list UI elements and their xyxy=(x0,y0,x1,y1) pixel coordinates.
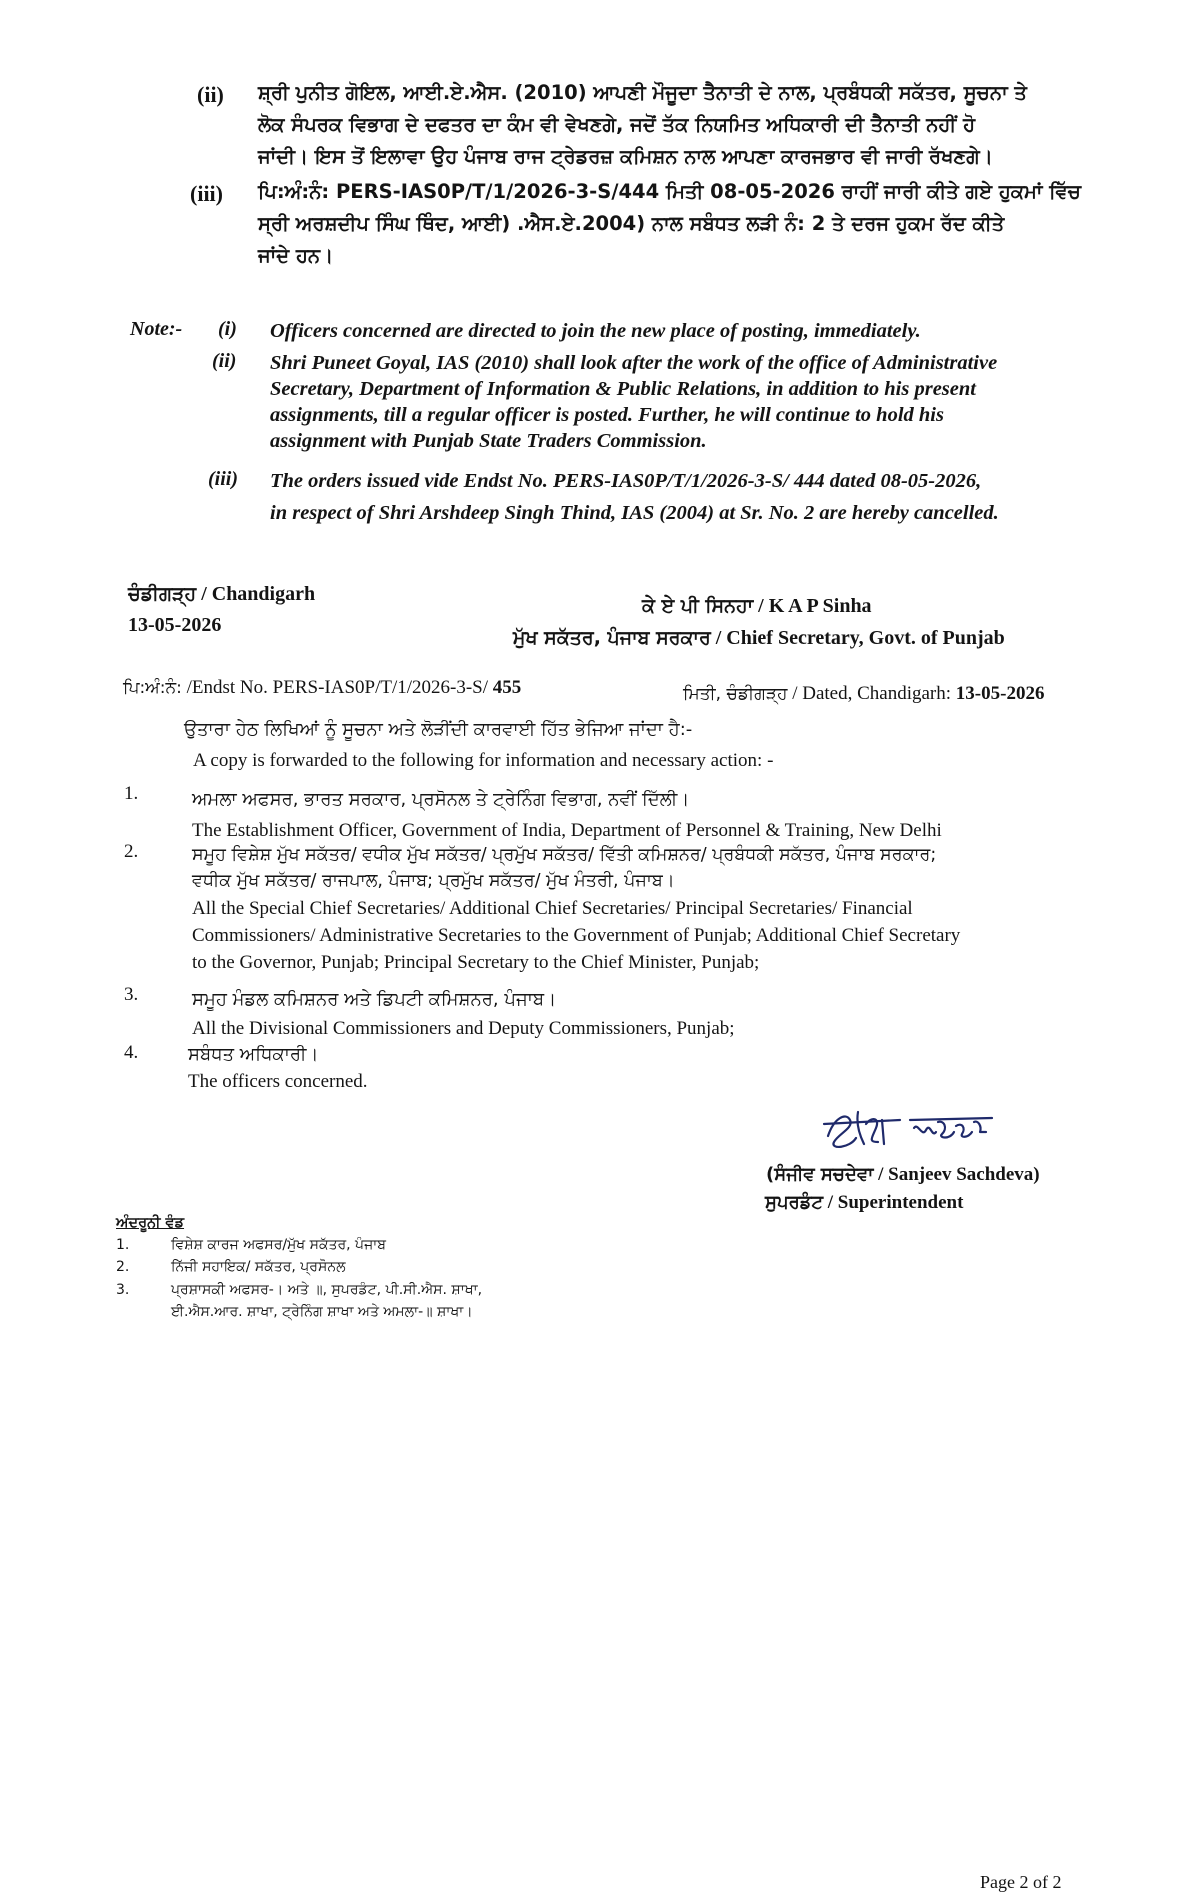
item-iii-number: (iii) xyxy=(190,181,223,206)
item-ii-line-2: ਲੋਕ ਸੰਪਰਕ ਵਿਭਾਗ ਦੇ ਦਫਤਰ ਦਾ ਕੰਮ ਵੀ ਵੇਖਣਗੇ, ਜਦੋਂ ਤੱਕ ਨਿਯਮਿਤ ਅਧਿਕਾਰੀ ਦੀ ਤੈਨਾਤੀ ਨਹੀਂ ਹੋ xyxy=(258,113,976,136)
item-ii-line-3: ਜਾਂਦੀ। ਇਸ ਤੋਂ ਇਲਾਵਾ ਉਹ ਪੰਜਾਬ ਰਾਜ ਟ੍ਰੇਡਰਜ਼ ਕਮਿਸ਼ਨ ਨਾਲ ਆਪਣਾ ਕਾਰਜਭਾਰ ਵੀ ਜਾਰੀ ਰੱਖਣਗੇ। xyxy=(258,145,993,168)
recipient-3-en: All the Divisional Commissioners and Deputy Commissioners, Punjab; xyxy=(192,1018,735,1039)
recipient-2-pa-line-2: ਵਧੀਕ ਮੁੱਖ ਸਕੱਤਰ/ ਰਾਜਪਾਲ, ਪੰਜਾਬ; ਪ੍ਰਮੁੱਖ ਸਕੱਤਰ/ ਮੁੱਖ ਮੰਤਰੀ, ਪੰਜਾਬ। xyxy=(192,871,675,891)
note-item-2-line-4: assignment with Punjab State Traders Commission. xyxy=(270,430,707,452)
recipient-1-number: 1. xyxy=(124,783,139,804)
item-ii-number: (ii) xyxy=(197,82,224,107)
endst-date-pa: ਮਿਤੀ, ਚੰਡੀਗੜ੍ਹ xyxy=(683,684,788,704)
signatory-name-pa: ਕੇ ਏ ਪੀ ਸਿਨਹਾ xyxy=(642,595,754,617)
internal-item-1-number: 1. xyxy=(116,1237,130,1253)
endst-date-value: 13-05-2026 xyxy=(951,683,1045,704)
page-number: Page 2 of 2 xyxy=(980,1872,1062,1892)
note-item-1-number: (i) xyxy=(218,318,237,340)
recipient-3-pa: ਸਮੂਹ ਮੰਡਲ ਕਮਿਸ਼ਨਰ ਅਤੇ ਡਿਪਟੀ ਕਮਿਸ਼ਨਰ, ਪੰਜਾਬ। xyxy=(192,989,557,1010)
recipient-1-pa: ਅਮਲਾ ਅਫਸਰ, ਭਾਰਤ ਸਰਕਾਰ, ਪ੍ਰਸੋਨਲ ਤੇ ਟ੍ਰੇਨਿੰਗ ਵਿਭਾਗ, ਨਵੀਂ ਦਿੱਲੀ। xyxy=(192,789,690,810)
recipient-4-pa: ਸਬੰਧਤ ਅਧਿਕਾਰੀ। xyxy=(188,1044,319,1065)
note-item-2-line-2: Secretary, Department of Information & Public Relations, in addition to his present xyxy=(270,378,976,400)
note-item-2-line-1: Shri Puneet Goyal, IAS (2010) shall look after the work of the office of Administrative xyxy=(270,352,998,374)
internal-item-1-text: ਵਿਸ਼ੇਸ਼ ਕਾਰਜ ਅਫਸਰ/ਮੁੱਖ ਸਕੱਤਰ, ਪੰਜਾਬ xyxy=(171,1237,386,1253)
recipient-2-pa-line-1: ਸਮੂਹ ਵਿਸ਼ੇਸ਼ ਮੁੱਖ ਸਕੱਤਰ/ ਵਧੀਕ ਮੁੱਖ ਸਕੱਤਰ/ ਪ੍ਰਮੁੱਖ ਸਕੱਤਰ/ ਵਿੱਤੀ ਕਮਿਸ਼ਨਰ/ ਪ੍ਰਬੰਧਕੀ ਸਕੱਤਰ, ਪੰਜਾਬ ਸਰਕਾਰ; xyxy=(192,845,937,865)
internal-item-2-number: 2. xyxy=(116,1259,130,1275)
internal-distribution-heading: ਅੰਦਰੂਨੀ ਵੰਡ xyxy=(116,1215,185,1231)
note-item-2-line-3: assignments, till a regular officer is posted. Further, he will continue to hold his xyxy=(270,404,944,426)
recipient-3-number: 3. xyxy=(124,984,139,1005)
recipient-4-en: The officers concerned. xyxy=(188,1071,368,1092)
handwritten-signature xyxy=(820,1098,1020,1158)
signatory-desig-pa: ਮੁੱਖ ਸਕੱਤਰ, ਪੰਜਾਬ ਸਰਕਾਰ xyxy=(513,627,711,649)
endst-no-value: 455 xyxy=(488,677,522,698)
copy-intro-pa: ਉਤਾਰਾ ਹੇਠ ਲਿਖਿਆਂ ਨੂੰ ਸੂਚਨਾ ਅਤੇ ਲੋੜੀਂਦੀ ਕਾਰਵਾਈ ਹਿੱਤ ਭੇਜਿਆ ਜਾਂਦਾ ਹੈ:- xyxy=(184,719,693,740)
item-ii-line-1: ਸ਼੍ਰੀ ਪੁਨੀਤ ਗੋਇਲ, ਆਈ.ਏ.ਐਸ. (2010) ਆਪਣੀ ਮੌਜੂਦਾ ਤੈਨਾਤੀ ਦੇ ਨਾਲ, ਪ੍ਰਬੰਧਕੀ ਸਕੱਤਰ, ਸੂਚਨਾ ਤੇ xyxy=(258,81,1027,104)
endst-pa-label: ਪਿ:ਅੰ:ਨੰ: xyxy=(123,678,182,698)
superintendent-desig-en: / Superintendent xyxy=(823,1192,964,1213)
internal-item-3-number: 3. xyxy=(116,1282,130,1298)
item-iii-line-2: ਸ੍ਰੀ ਅਰਸ਼ਦੀਪ ਸਿੰਘ ਥਿੰਦ, ਆਈ) .ਐਸ.ਏ.2004) ਨਾਲ ਸਬੰਧਤ ਲੜੀ ਨੰ: 2 ਤੇ ਦਰਜ ਹੁਕਮ ਰੱਦ ਕੀਤੇ xyxy=(258,212,1005,235)
signatory-name xyxy=(642,595,872,618)
endst-date xyxy=(683,683,1044,705)
endst-number xyxy=(123,677,521,699)
superintendent-name xyxy=(766,1164,1040,1186)
signatory-desig-en: / Chief Secretary, Govt. of Punjab xyxy=(710,627,1005,649)
recipient-2-en-line-1: All the Special Chief Secretaries/ Additional Chief Secretaries/ Principal Secretaries/ Financial xyxy=(192,898,913,919)
note-item-2-number: (ii) xyxy=(212,350,237,372)
recipient-4-number: 4. xyxy=(124,1042,139,1063)
place-en: / Chandigarh xyxy=(196,583,316,605)
place xyxy=(128,583,315,606)
superintendent-designation xyxy=(765,1192,963,1214)
copy-intro-en: A copy is forwarded to the following for information and necessary action: - xyxy=(193,750,774,771)
note-item-3-number: (iii) xyxy=(208,468,238,490)
recipient-1-en: The Establishment Officer, Government of India, Department of Personnel & Training, New Delhi xyxy=(192,820,942,841)
superintendent-desig-pa: ਸੁਪਰਡੰਟ xyxy=(765,1192,823,1213)
signatory-designation xyxy=(513,627,1005,650)
endst-en-label: /Endst No. PERS-IAS0P/T/1/2026-3-S/ xyxy=(181,677,489,698)
note-item-3-line-1: The orders issued vide Endst No. PERS-IAS0P/T/1/2026-3-S/ 444 dated 08-05-2026, xyxy=(270,470,982,492)
recipient-2-en-line-2: Commissioners/ Administrative Secretaries to the Government of Punjab; Additional Chief Secretary xyxy=(192,925,961,946)
recipient-2-number: 2. xyxy=(124,841,139,862)
note-item-3-line-2: in respect of Shri Arshdeep Singh Thind, IAS (2004) at Sr. No. 2 are hereby cancelled. xyxy=(270,502,999,524)
internal-item-3-line-1: ਪ੍ਰਸ਼ਾਸਕੀ ਅਫਸਰ-। ਅਤੇ ॥, ਸੁਪਰਡੰਟ, ਪੀ.ਸੀ.ਐਸ. ਸ਼ਾਖਾ, xyxy=(171,1282,483,1298)
internal-item-3-line-2: ਈ.ਐਸ.ਆਰ. ਸ਼ਾਖਾ, ਟ੍ਰੇਨਿੰਗ ਸ਼ਾਖਾ ਅਤੇ ਅਮਲਾ-॥ ਸ਼ਾਖਾ। xyxy=(171,1304,473,1320)
recipient-2-en-line-3: to the Governor, Punjab; Principal Secretary to the Chief Minister, Punjab; xyxy=(192,952,760,973)
note-label: Note:- xyxy=(130,318,183,340)
superintendent-name-pa: (ਸੰਜੀਵ ਸਚਦੇਵਾ xyxy=(766,1164,874,1185)
place-date: 13-05-2026 xyxy=(128,614,222,636)
endst-date-en: / Dated, Chandigarh: xyxy=(787,683,952,704)
superintendent-name-en: / Sanjeev Sachdeva) xyxy=(873,1164,1040,1185)
item-iii-line-1: ਪਿ:ਅੰ:ਨੰ: PERS-IAS0P/T/1/2026-3-S/444 ਮਿਤੀ 08-05-2026 ਰਾਹੀਂ ਜਾਰੀ ਕੀਤੇ ਗਏ ਹੁਕਮਾਂ ਵਿੱਚ xyxy=(258,180,1081,203)
place-pa: ਚੰਡੀਗੜ੍ਹ xyxy=(128,583,197,605)
internal-item-2-text: ਨਿੱਜੀ ਸਹਾਇਕ/ ਸਕੱਤਰ, ਪ੍ਰਸੋਨਲ xyxy=(171,1259,346,1275)
signatory-name-en: / K A P Sinha xyxy=(753,595,872,617)
note-item-1-text: Officers concerned are directed to join the new place of posting, immediately. xyxy=(270,320,921,342)
item-iii-line-3: ਜਾਂਦੇ ਹਨ। xyxy=(258,244,334,267)
